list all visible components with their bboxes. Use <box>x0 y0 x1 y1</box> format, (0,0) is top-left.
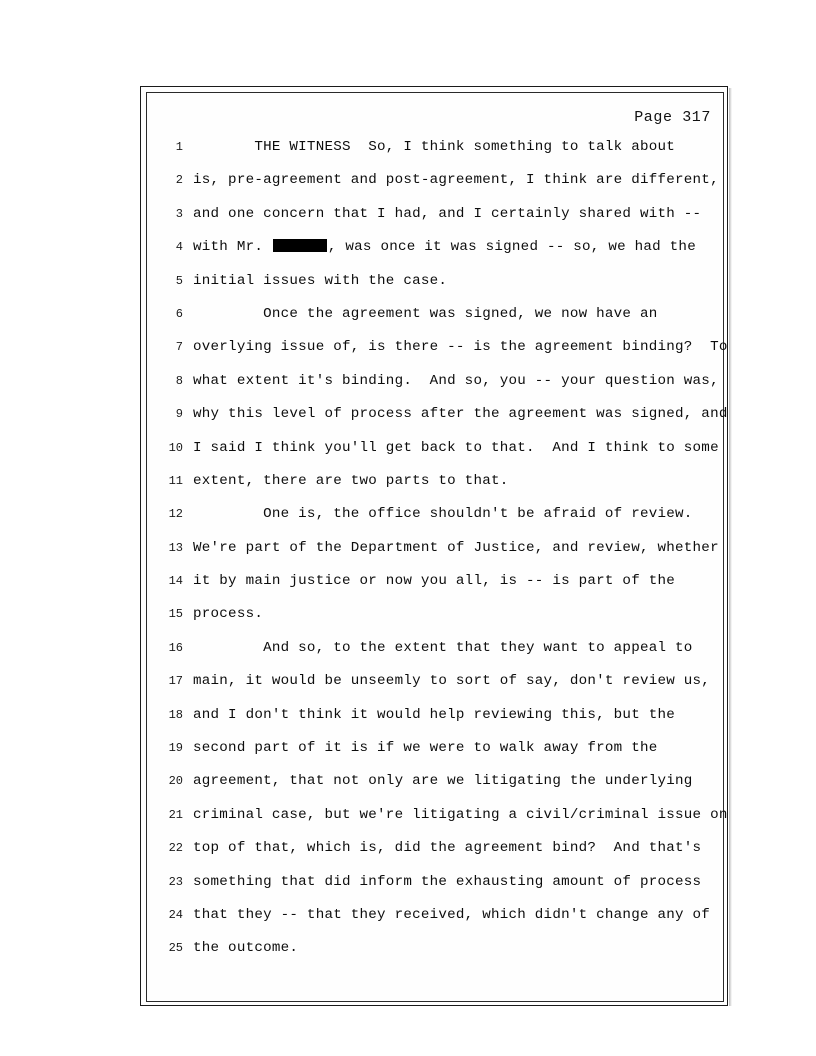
line-number: 13 <box>168 540 183 555</box>
line-text: initial issues with the case. <box>193 272 448 289</box>
transcript-line <box>141 540 727 573</box>
line-text: second part of it is if we were to walk away from the <box>193 740 658 757</box>
line-number: 19 <box>168 741 183 756</box>
line-number: 23 <box>168 874 183 889</box>
line-number: 7 <box>175 340 183 355</box>
transcript-page-frame <box>140 86 728 1006</box>
transcript-line <box>141 874 727 907</box>
line-text: agreement, that not only are we litigating the underlying <box>193 773 693 790</box>
line-number: 15 <box>168 607 183 622</box>
line-text: the outcome. <box>193 940 299 957</box>
line-text: and one concern that I had, and I certainly shared with -- <box>193 205 702 222</box>
line-text: what extent it's binding. And so, you -- your question was, <box>193 372 719 389</box>
line-number: 5 <box>175 273 183 288</box>
line-number: 6 <box>175 306 183 321</box>
line-text: overlying issue of, is there -- is the agreement binding? To <box>193 339 728 356</box>
line-number: 3 <box>175 206 183 221</box>
transcript-line <box>141 907 727 940</box>
transcript-line <box>141 172 727 205</box>
line-number: 10 <box>168 440 183 455</box>
line-number: 4 <box>175 240 183 255</box>
transcript-line <box>141 206 727 239</box>
line-text: is, pre-agreement and post-agreement, I think are different, <box>193 172 719 189</box>
transcript-line <box>141 606 727 639</box>
transcript-line <box>141 239 727 272</box>
line-text: something that did inform the exhausting amount of process <box>193 873 702 890</box>
line-number: 20 <box>168 774 183 789</box>
line-text-after-redaction: , was once it was signed -- so, we had the <box>327 239 696 256</box>
line-text-before-redaction: with Mr. <box>193 239 272 256</box>
line-text: top of that, which is, did the agreement bind? And that's <box>193 840 702 857</box>
line-number: 12 <box>168 507 183 522</box>
transcript-line <box>141 440 727 473</box>
line-text: it by main justice or now you all, is -- is part of the <box>193 573 676 590</box>
line-number: 11 <box>168 473 183 488</box>
transcript-line <box>141 740 727 773</box>
line-text: process. <box>193 606 264 623</box>
line-number: 9 <box>175 407 183 422</box>
transcript-line <box>141 673 727 706</box>
line-text: why this level of process after the agreement was signed, and <box>193 406 728 423</box>
line-text: We're part of the Department of Justice, and review, whether <box>193 539 719 556</box>
transcript-line <box>141 373 727 406</box>
line-text: and I don't think it would help reviewing this, but the <box>193 706 676 723</box>
transcript-lines <box>141 139 727 974</box>
line-text: extent, there are two parts to that. <box>193 472 509 489</box>
transcript-line <box>141 807 727 840</box>
line-number: 16 <box>168 640 183 655</box>
line-text: One is, the office shouldn't be afraid of review. <box>193 506 693 523</box>
line-number: 22 <box>168 841 183 856</box>
line-text: main, it would be unseemly to sort of say, don't review us, <box>193 673 711 690</box>
transcript-line <box>141 406 727 439</box>
line-number: 24 <box>168 907 183 922</box>
transcript-line <box>141 273 727 306</box>
line-text: that they -- that they received, which didn't change any of <box>193 906 711 923</box>
line-number: 1 <box>175 140 183 154</box>
transcript-line <box>141 473 727 506</box>
scan-edge-shadow <box>729 88 732 1006</box>
transcript-line <box>141 573 727 606</box>
line-number: 2 <box>175 173 183 188</box>
redaction-box <box>273 239 327 252</box>
line-number: 17 <box>168 674 183 689</box>
transcript-line <box>141 940 727 973</box>
line-text: And so, to the extent that they want to appeal to <box>193 639 693 656</box>
transcript-line <box>141 640 727 673</box>
line-text <box>193 239 727 255</box>
transcript-line <box>141 139 727 172</box>
transcript-line <box>141 506 727 539</box>
transcript-line <box>141 339 727 372</box>
line-text: Once the agreement was signed, we now have an <box>193 305 658 322</box>
transcript-line <box>141 840 727 873</box>
line-text: criminal case, but we're litigating a civil/criminal issue on <box>193 806 728 823</box>
transcript-line <box>141 773 727 806</box>
line-text: I said I think you'll get back to that. And I think to some <box>193 439 719 456</box>
line-number: 18 <box>168 707 183 722</box>
page-number: Page 317 <box>634 109 711 126</box>
line-text: THE WITNESS So, I think something to talk about <box>193 139 676 155</box>
line-number: 21 <box>168 807 183 822</box>
transcript-line <box>141 707 727 740</box>
line-number: 25 <box>168 941 183 956</box>
transcript-line <box>141 306 727 339</box>
line-number: 14 <box>168 574 183 589</box>
line-number: 8 <box>175 373 183 388</box>
